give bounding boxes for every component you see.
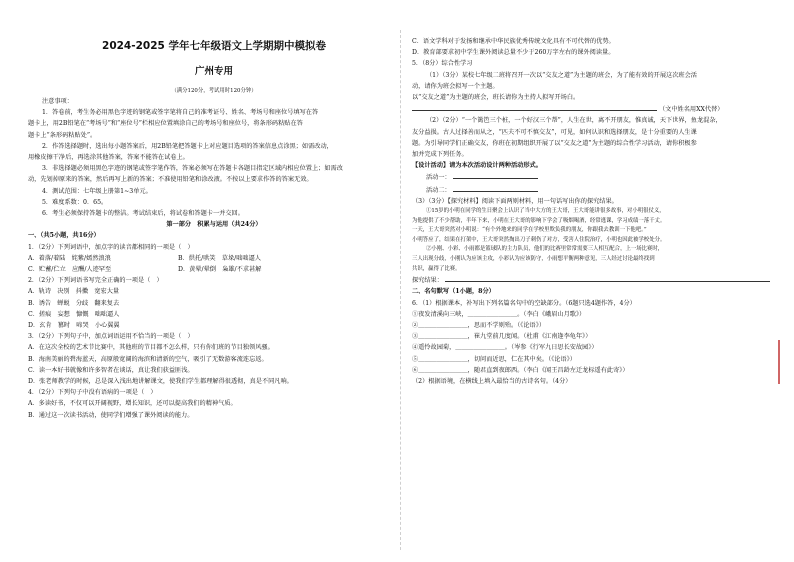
option: D．教育部要求初中学生课外阅读总量不少于260万字左右的课外阅读量。 xyxy=(412,49,615,57)
notice-item: 动，先划掉原来的答案，然后再写上新的答案；不准使用铅笔和涂改液。不按以上要求作答的答案无效。 xyxy=(28,176,313,184)
result-row xyxy=(412,274,784,286)
notice-item: 2．作答选择题时，选出每小题答案后，用2B铅笔把答题卡上对应题目选项的答案信息点涂黑；如需改动， xyxy=(42,142,333,150)
paragraph: 友分益损。古人过择善而从之，“匹夫不可不慎交友”，可见，如何认识和选择朋友，是十分重要的人生课 xyxy=(412,128,697,136)
option: A．在这次全校的艺术节比赛中，其他班的节目都不怎么样，只有你们班的节目独领风骚。 xyxy=(28,344,274,352)
option: D．黄晕/晕倒 枭雄/不求甚解 xyxy=(178,266,262,274)
material: 三人出现分歧，小刚认为应该主攻，小彩认为应该防守，小雨想平衡两种意见，三人经过讨论最终找到 xyxy=(412,256,655,263)
poem-item: ⑤＿＿＿＿＿＿＿＿，切问而近思，仁在其中矣。（《论语》） xyxy=(412,355,576,363)
question-stem: 4．（2分）下列句子中没有语病的一项是（ ） xyxy=(28,389,157,397)
poem-item: ⑥＿＿＿＿＿＿＿＿，随君直到夜郎西。（李白《闻王昌龄左迁龙标遥有此寄》） xyxy=(412,366,629,374)
option: C．贮蓄/伫立 应酬/人迹罕至 xyxy=(28,266,112,274)
option: B．诱告 蝉蜕 分歧 翻来复去 xyxy=(28,299,120,307)
material: 小明答应了，结果在打架中，王大哥突然掏出刀子刺伤了对方，受害人住院治疗，小明也因此被学校处分。 xyxy=(412,236,666,243)
paragraph: （3）（3分）【探究材料】阅读下面两则材料，用一句话写出你的探究结果。 xyxy=(412,197,618,205)
paragraph: 加并完成下列任务。 xyxy=(412,151,468,159)
option: C．语文学科对于发扬和继承中华民族优秀传统文化具有不可代替的优势。 xyxy=(412,38,615,45)
activity-blank[interactable] xyxy=(453,171,538,179)
exam-meta: （满分120分，考试用时120分钟） xyxy=(171,88,257,94)
option: B．通过这一次读书活动，使同学们增强了课外阅读的能力。 xyxy=(28,411,194,419)
material: 为他提供了不少帮助，半年下来，小明在王大哥的影响下学会了吸烟喝酒，经常逃课，学习成绩一落千丈。 xyxy=(412,217,666,224)
question-stem: 3．（2分）下列句子中，加点词语运用不恰当的一项是（ ） xyxy=(28,333,194,341)
material: ②小刚、小彩、小雨都是篮球队的主力队员，他们的比赛里常常需要三人相互配合，上一场比赛时， xyxy=(426,246,664,253)
options-row xyxy=(28,253,400,264)
answer-hint: （文中姓名用XX代替） xyxy=(658,106,724,114)
option: D．玄肯 篡时 啼哭 小心翼翼 xyxy=(28,322,120,330)
poem-item: ④遥怜故园菊，＿＿＿＿＿＿＿＿。（岑参《行军九日思长安故园》） xyxy=(412,344,598,352)
activity-row xyxy=(412,184,784,196)
question-stem: 1．（2分）下列词语中，加点字的读音都相同的一项是（ ） xyxy=(28,243,194,251)
exam-subtitle: 广州专用 xyxy=(194,66,233,77)
column-divider xyxy=(400,30,401,550)
design-label: 【设计活动】请为本次活动设计两种活动形式。 xyxy=(412,162,542,170)
notice-item: 5．难度系数：0．65。 xyxy=(42,198,108,206)
poem-item: ③＿＿＿＿＿＿＿＿，崔九堂前几度闻。（杜甫《江南逢李龟年》） xyxy=(412,333,592,341)
part1-heading: 第一部分 积累与运用（共24分） xyxy=(166,221,262,229)
material: ①15岁的小明在同学的生日聚会上认识了当中大方的王大哥，王大哥能讲很多故事，对小明很仗义， xyxy=(426,208,665,215)
notice-heading: 注意事项： xyxy=(42,98,73,105)
activity-row xyxy=(412,171,784,183)
notice-item: 用橡皮擦干净后，再选涂其他答案，答案不能答在试卷上。 xyxy=(28,154,189,162)
option: D．张老师教学的时候，总是深入浅出地讲解课文，使我们学生都理解得很透彻，真是不同凡响。 xyxy=(28,378,293,386)
result-blank[interactable] xyxy=(445,274,770,282)
paragraph: （1）（3分）某校七年级二班将召开一次以“交友之道”为主题的班会，为了能有效的开展这次班会活 xyxy=(426,71,697,79)
option: A．着落/着陆 姹紫/嫣然浪浪 xyxy=(28,254,111,262)
paragraph: 题。为引导同学们正确交友，你班在初期组织开展了以“交友之道”为主题的综合性学习活动，请你积极参 xyxy=(412,139,697,147)
exam-title: 2024-2025 学年七年级语文上学期期中模拟卷 xyxy=(102,40,326,52)
poem-item: ①夜发清溪向三峡，＿＿＿＿＿＿＿＿。（李白《峨眉山月歌》） xyxy=(412,310,586,318)
option: A．多读好书，不仅可以开阔视野，增长知识，还可以提高我们的精神气质。 xyxy=(28,400,237,408)
options-row xyxy=(28,264,400,275)
answer-blank[interactable] xyxy=(412,103,657,111)
activity-label: 活动二： xyxy=(426,186,451,194)
notice-item: 4．测试范围：七年级上册第1~3单元。 xyxy=(42,187,152,195)
question-stem: 2．（2分）下列词语书写完全正确的一项是（ ） xyxy=(28,277,163,285)
notice-item: 题卡上“条形码粘贴处”。 xyxy=(28,131,97,139)
section-heading: 一、（共5小题，共16分） xyxy=(28,232,100,240)
question-stem: 6．（1）根据课本，补写出下列名篇名句中的空缺部分。（6题只选4题作答，4分） xyxy=(412,299,636,307)
notice-item: 6．考生必须保持答题卡的整洁。考试结束后，将试卷和答题卡一并交回。 xyxy=(42,210,244,218)
material: 共识，赢得了比赛。 xyxy=(412,265,461,272)
activity-blank[interactable] xyxy=(453,184,538,192)
section-heading: 二、名句默写（1小题，8分） xyxy=(412,288,495,296)
notice-item: 3．非选择题必须用黑色字迹的钢笔或签字笔作答，答案必须写在答题卡各题目指定区域内相应位置上；如需改 xyxy=(42,165,343,173)
option: A．轨诗 决别 抖擞 宽宏大量 xyxy=(28,288,120,296)
option: C．读一本好书就像和许多智者在谈话，真让我们获益匪浅。 xyxy=(28,366,194,374)
option: C．搓痕 妄想 慷慨 咄咄逼人 xyxy=(28,310,120,318)
activity-label: 活动一： xyxy=(426,174,451,182)
paragraph: （2）（2分）“一个篱笆三个桩，一个好汉三个帮”，人生在世，离不开朋友，惟真诚，天下世界，鱼龙混杂， xyxy=(426,117,722,125)
question-stem: 5．（8分）综合性学习 xyxy=(412,60,473,68)
paragraph: 动，请你为班会拟写一个主题。 xyxy=(412,82,499,90)
notice-item: 1．答卷前，考生务必用黑色字迹的钢笔或签字笔将自己的准考证号、姓名、考场号和座位号填写在答 xyxy=(42,109,319,117)
poem-item: ②＿＿＿＿＿＿＿＿，思而不学则殆。（《论语》） xyxy=(412,322,546,330)
option: B．烘托/哄笑 草垛/咄咄逼人 xyxy=(178,254,261,262)
question-stem: （2）根据语境，在横线上填入最恰当的古诗名句。（4分） xyxy=(412,378,572,386)
paragraph: 以“交友之道”为主题的班会，班长请你为主持人拟写开场白。 xyxy=(412,94,580,102)
notice-item: 题卡上，用2B铅笔在“考场号”和“座位号”栏相应位置填涂自己的考场号和座位号，将条形码粘贴在答 xyxy=(28,120,303,128)
right-column xyxy=(412,0,784,562)
left-column xyxy=(28,0,400,562)
answer-line xyxy=(412,103,784,115)
material: 一天，王大哥突然对小明说：“有个外地来的同学在学校里欺负我的朋友，你跟我去教训一下他吧。” xyxy=(412,227,647,234)
result-label: 探究结果： xyxy=(412,277,443,285)
option: B．海南美丽的碧海蓝天，高原般宽阔的海滨和清新的空气，吸引了无数游客流连忘返。 xyxy=(28,355,268,363)
